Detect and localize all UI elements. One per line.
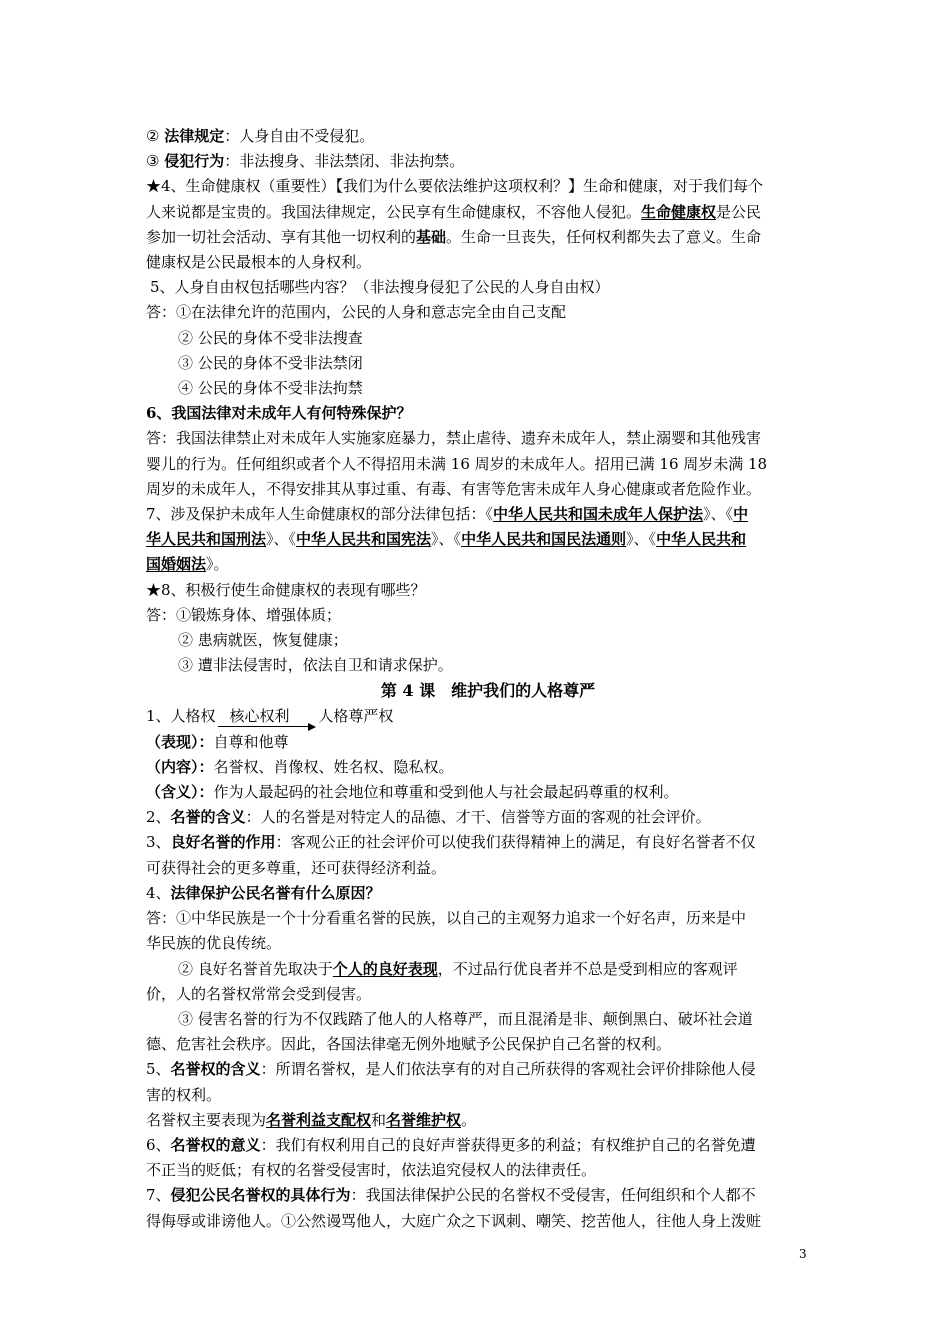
text-line — [146, 1007, 810, 1032]
bold-text: 侵犯行为 — [164, 152, 225, 171]
text-run: 参加一切社会活动、享有其他一切权利的 — [146, 227, 417, 246]
text-line — [146, 552, 810, 577]
text-run: 3、 — [146, 833, 171, 852]
underlined-term: 中华人民共和国未成年人保护法 — [493, 505, 704, 524]
text-line — [146, 174, 810, 199]
text-line — [146, 603, 810, 628]
text-run: 自尊和他尊 — [213, 732, 289, 751]
text-run: 得侮辱或诽谤他人。①公然谩骂他人，大庭广众之下讽刺、嘲笑、挖苦他人，往他人身上泼赃 — [146, 1211, 762, 1230]
text-line — [146, 653, 810, 678]
underlined-term: 名誉维护权 — [386, 1110, 462, 1129]
bold-text: 法律规定 — [164, 127, 225, 145]
text-run: 是公民 — [716, 202, 762, 221]
text-run: ：人的名誉是对特定人的品德、才干、信誉等方面的客观的社会评价。 — [245, 808, 711, 827]
text-run: 华民族的优良传统。 — [146, 934, 282, 953]
text-run: 4、 — [146, 883, 171, 902]
text-line — [146, 730, 810, 755]
text-line — [146, 704, 810, 729]
text-run: 7、 — [146, 1186, 171, 1205]
text-run: 第 4 课 维护我们的人格尊严 — [380, 681, 596, 701]
text-line — [146, 401, 810, 426]
arrow-line — [218, 726, 314, 727]
text-run: 害的权利。 — [146, 1085, 222, 1104]
arrow-after-text: 人格尊严权 — [313, 707, 394, 726]
text-line — [146, 780, 810, 805]
text-line — [146, 1209, 810, 1234]
text-run: 答：①中华民族是一个十分看重名誉的民族，以自己的主观努力追求一个好名声，历来是中 — [146, 909, 747, 928]
text-line — [146, 957, 810, 982]
text-run: 5、 — [146, 1060, 171, 1079]
text-run: 名誉权、肖像权、姓名权、隐私权。 — [213, 757, 454, 776]
text-run: 2、 — [146, 808, 171, 827]
text-run: ③ 遭非法侵害时，依法自卫和请求保护。 — [178, 656, 453, 675]
underlined-term: 中 — [733, 505, 749, 524]
bold-text: 名誉权的含义 — [170, 1060, 261, 1079]
text-line — [146, 477, 810, 502]
text-line — [146, 830, 810, 855]
text-run: 周岁的未成年人，不得安排其从事过重、有毒、有害等危害未成年人身心健康或者危险作业。 — [146, 479, 762, 498]
text-run: 》。 — [206, 555, 229, 574]
arrow-label: 核心权利 — [229, 707, 290, 726]
document-body — [146, 124, 810, 1234]
text-run: 价，人的名誉权常常会受到侵害。 — [146, 984, 372, 1003]
text-run: ：人身自由不受侵犯。 — [224, 127, 375, 145]
text-run: 婴儿的行为。任何组织或者个人不得招用未满 16 周岁的未成年人。招用已满 16 周岁未满 18 — [146, 454, 768, 473]
text-run: ④ 公民的身体不受非法拘禁 — [178, 379, 363, 398]
text-line — [146, 124, 810, 149]
bold-text: 侵犯公民名誉权的具体行为 — [170, 1186, 351, 1205]
text-run: ③ — [146, 152, 165, 171]
text-run: 作为人最起码的社会地位和尊重和受到他人与社会最起码尊重的权利。 — [213, 783, 679, 802]
text-run: 和 — [371, 1110, 387, 1129]
text-run: 5、人身自由权包括哪些内容？（非法搜身侵犯了公民的人身自由权） — [150, 278, 610, 297]
text-run: ★8、积极行使生命健康权的表现有哪些？ — [146, 580, 426, 599]
text-line — [146, 502, 810, 527]
text-line — [146, 250, 810, 275]
text-line — [146, 527, 810, 552]
text-line — [146, 452, 810, 477]
bold-text: 名誉的含义 — [170, 808, 246, 827]
text-run: 》、《 — [266, 530, 297, 549]
text-run: 》、《 — [431, 530, 462, 549]
text-run: 人来说都是宝贵的。我国法律规定，公民享有生命健康权，不容他人侵犯。 — [146, 202, 642, 221]
relation-arrow — [216, 704, 314, 729]
text-line — [146, 275, 810, 300]
text-run: ★4、生命健康权（重要性）【我们为什么要依法维护这项权利？】生命和健康，对于我们每个 — [146, 177, 764, 196]
bold-text: 法律保护公民名誉有什么原因？ — [170, 883, 381, 902]
text-line — [146, 300, 810, 325]
text-run: ② 公民的身体不受非法搜查 — [178, 328, 363, 347]
underlined-term: 名誉利益支配权 — [266, 1110, 372, 1129]
text-line — [146, 578, 810, 603]
text-line — [146, 1057, 810, 1082]
text-line — [146, 856, 810, 881]
text-line — [146, 1183, 810, 1208]
text-run: ② 良好名誉首先取决于 — [178, 959, 333, 978]
underlined-term: 生命健康权 — [641, 202, 717, 221]
arrow-head-icon — [308, 723, 316, 731]
bold-text: 良好名誉的作用 — [170, 833, 276, 852]
text-run: 名誉权主要表现为 — [146, 1110, 267, 1129]
text-line — [146, 982, 810, 1007]
text-line — [146, 755, 810, 780]
text-line — [146, 881, 810, 906]
text-run: 可获得社会的更多尊重，还可获得经济利益。 — [146, 858, 447, 877]
text-line — [146, 426, 810, 451]
text-line — [146, 805, 810, 830]
bold-text: （含义）： — [146, 783, 214, 802]
text-line — [146, 149, 810, 174]
text-run: 7、涉及保护未成年人生命健康权的部分法律包括：《 — [146, 505, 494, 524]
text-line — [146, 1083, 810, 1108]
text-run: 答：①锻炼身体、增强体质； — [146, 605, 342, 624]
text-run: ，不过品行优良者并不总是受到相应的客观评 — [437, 959, 738, 978]
bold-text: 基础 — [416, 227, 447, 246]
underlined-term: 中华人民共和国宪法 — [296, 530, 432, 549]
text-run: 健康权是公民最根本的人身权利。 — [146, 253, 372, 272]
page-number: 3 — [799, 1247, 807, 1261]
section-heading — [146, 678, 810, 704]
underlined-term: 华人民共和国刑法 — [146, 530, 267, 549]
text-run: 不正当的贬低；有权的名誉受侵害时，依法追究侵权人的法律责任。 — [146, 1161, 597, 1180]
text-line — [146, 931, 810, 956]
text-run: 答：我国法律禁止对未成年人实施家庭暴力，禁止虐待、遗弃未成年人，禁止溺婴和其他残害 — [146, 429, 762, 448]
text-run: ：非法搜身、非法禁闭、非法拘禁。 — [224, 152, 465, 171]
underlined-term: 中华人民共和国民法通则 — [461, 530, 627, 549]
text-run: 答：①在法律允许的范围内，公民的人身和意志完全由自己支配 — [146, 303, 567, 322]
text-line — [146, 1158, 810, 1183]
underlined-term: 个人的良好表现 — [332, 959, 438, 978]
text-run: 。生命一旦丧失，任何权利都失去了意义。生命 — [446, 227, 762, 246]
text-run: 6、 — [146, 1135, 171, 1154]
text-line — [146, 326, 810, 351]
text-run: 德、危害社会秩序。因此，各国法律毫无例外地赋予公民保护自己名誉的权利。 — [146, 1035, 672, 1054]
text-run: 。 — [461, 1110, 477, 1129]
text-run: 》、《 — [703, 505, 734, 524]
text-run: ：我们有权利用自己的良好声誉获得更多的利益；有权维护自己的名誉免遭 — [260, 1135, 756, 1154]
text-run: ② — [146, 127, 165, 145]
text-run: ③ 公民的身体不受非法禁闭 — [178, 353, 363, 372]
text-run: 》、《 — [626, 530, 657, 549]
text-line — [146, 351, 810, 376]
text-line — [146, 225, 810, 250]
bold-text: （表现）： — [146, 732, 214, 751]
arrow-before-text: 1、人格权 — [146, 707, 216, 726]
text-run: ：我国法律保护公民的名誉权不受侵害，任何组织和个人都不 — [350, 1186, 756, 1205]
text-line — [146, 376, 810, 401]
text-line — [146, 906, 810, 931]
text-line — [146, 200, 810, 225]
text-line — [146, 1133, 810, 1158]
text-run: ：客观公正的社会评价可以使我们获得精神上的满足，有良好名誉者不仅 — [275, 833, 756, 852]
text-line — [146, 628, 810, 653]
text-run: ② 患病就医，恢复健康； — [178, 631, 348, 650]
text-run: ：所谓名誉权，是人们依法享有的对自己所获得的客观社会评价排除他人侵 — [260, 1060, 756, 1079]
underlined-term: 国婚姻法 — [146, 555, 207, 574]
bold-text: （内容）： — [146, 757, 214, 776]
text-line — [146, 1108, 810, 1133]
text-line — [146, 1032, 810, 1057]
bold-text: 6、我国法律对未成年人有何特殊保护？ — [146, 404, 412, 423]
text-run: ③ 侵害名誉的行为不仅践踏了他人的人格尊严，而且混淆是非、颠倒黑白、破坏社会道 — [178, 1009, 753, 1028]
underlined-term: 中华人民共和 — [656, 530, 747, 549]
bold-text: 名誉权的意义 — [170, 1135, 261, 1154]
